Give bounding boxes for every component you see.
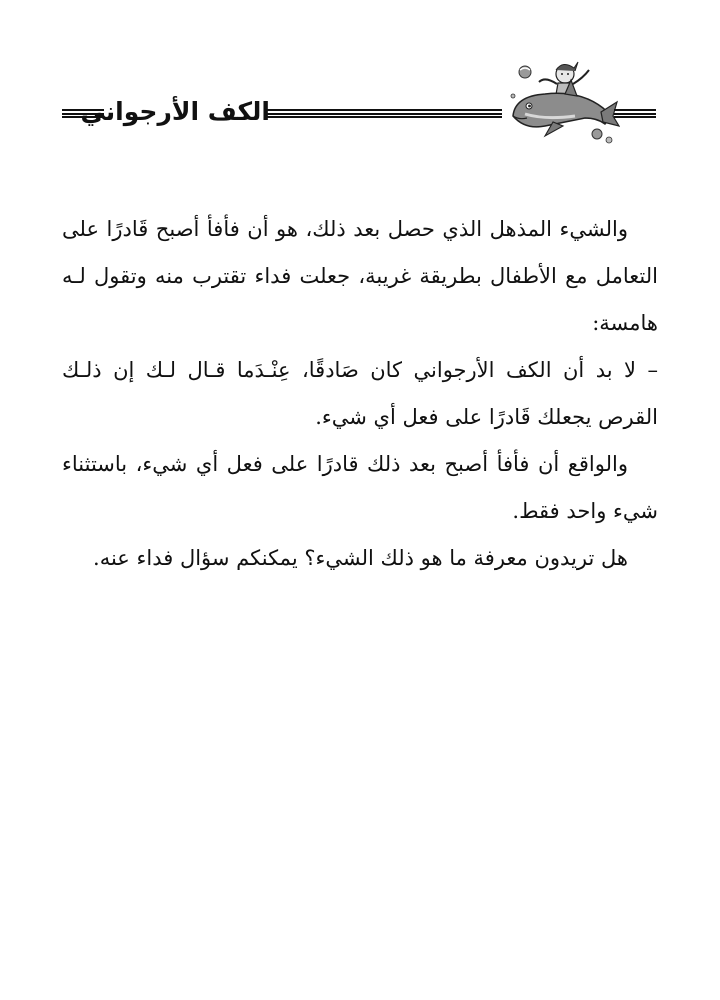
- paragraph: والواقع أن فأفأ أصبح بعد ذلك قادرًا على فعل أي شيء، باستثناء شيء واحد فقط.: [62, 452, 658, 523]
- chapter-title: الكف الأرجواني: [80, 97, 270, 126]
- paragraph: هل تريدون معرفة ما هو ذلك الشيء؟ يمكنكم سؤال فداء عنه.: [93, 546, 628, 570]
- story-body: [62, 206, 658, 582]
- dialog-paragraph: – لا بد أن الكف الأرجواني كان صَادقًا، عِنْـدَما قـال لـك إن ذلـك القرص يجعلك قَادرًا على فعل أي شيء.: [62, 358, 658, 429]
- page-header: [0, 56, 720, 156]
- header-rule-right: [614, 109, 656, 118]
- dolphin-rider-icon: [505, 56, 620, 146]
- header-rule-middle: [266, 109, 502, 118]
- paragraph: والشيء المذهل الذي حصل بعد ذلك، هو أن فأفأ أصبح قَادرًا على التعامل مع الأطفال بطريقة غريبة، جعلت فداء تقترب منه وتقول لـه هامسة:: [62, 217, 658, 335]
